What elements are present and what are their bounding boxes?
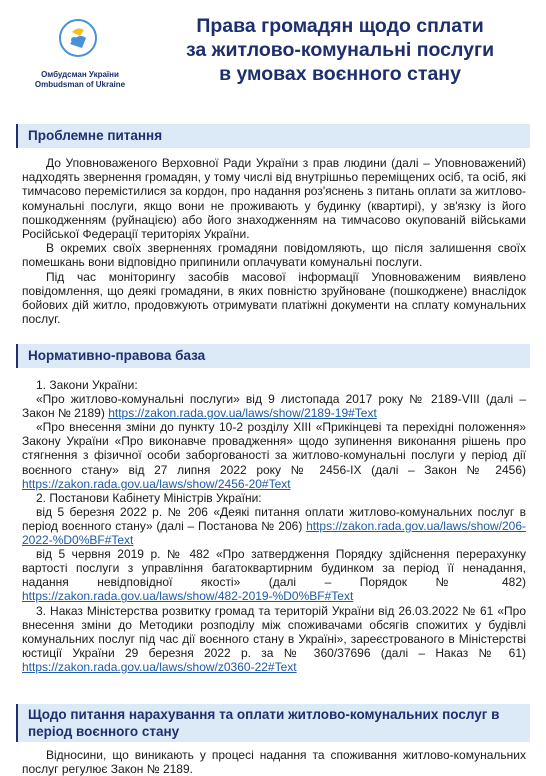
org-name-en: Ombudsman of Ukraine: [34, 80, 126, 89]
law-2456-text: «Про внесення зміни до пункту 10-2 розділу XIII «Прикінцеві та перехідні положення» Закону України «Про виконавче провадження» щодо зупинення виконання рішень про стягнення з фізичної особи заборгованості за житлово-комунальні послуги у період дії воєнного стану» від 27 липня 2022 року № 2456-IX (далі – Закон № 2456): [22, 420, 526, 477]
law-2456-link[interactable]: https://zakon.rada.gov.ua/laws/show/2456-20#Text: [22, 476, 291, 491]
resolution-482-link[interactable]: https://zakon.rada.gov.ua/laws/show/482-2019-%D0%BF#Text: [22, 589, 354, 604]
title-line-1: Права громадян щодо сплати: [196, 15, 484, 37]
order-61-link[interactable]: https://zakon.rada.gov.ua/laws/show/z0360-22#Text: [22, 659, 297, 674]
title-line-2: за житлово-комунальні послуги: [185, 39, 495, 61]
resolution-206-text: від 5 березня 2022 р. № 206 «Деякі питання оплати житлово-комунальних послуг в період воєнного стану» (далі – Постанова № 206): [22, 504, 526, 533]
law-2189-link[interactable]: https://zakon.rada.gov.ua/laws/show/2189-19#Text: [108, 406, 377, 421]
ombudsman-emblem-icon: [58, 18, 98, 58]
charges-paragraph-1: Відносини, що виникають у процесі надання та споживання житлово-комунальних послуг регулює Закон № 2189.: [22, 748, 526, 776]
order-61-text: 3. Наказ Міністерства розвитку громад та територій України від 26.03.2022 № 61 «Про внесення зміни до Методики розподілу між споживачами обсягів спожитих у будівлі комунальних послуг під час дії воєнного стану в Україні», зареєстрованого в Міністерстві юстиції України 29 березня 2022 р. за № 360/37696 (далі – Наказ № 61): [22, 603, 526, 660]
charges-text: [22, 748, 526, 776]
page-title: [150, 14, 530, 86]
law-2189-text: «Про житлово-комунальні послуги» від 9 листопада 2017 року № 2189-VIII (далі – Закон № 2189): [22, 392, 526, 421]
list-item-resolutions-title: 2. Постанови Кабінету Міністрів України:: [36, 490, 262, 505]
list-item-resolution-206: [22, 505, 526, 547]
page-header: [0, 0, 546, 108]
section-heading-charges: Щодо питання нарахування та оплати житлово-комунальних послуг в період воєнного стану: [16, 704, 530, 742]
list-item-law-2189: [22, 392, 526, 420]
list-item-order-61: [22, 604, 526, 674]
list-item-laws-title: 1. Закони України:: [36, 378, 138, 392]
problem-text: [22, 156, 526, 326]
section-heading-legal-base: Нормативно-правова база: [16, 344, 530, 368]
logo-text: [30, 70, 130, 90]
ombudsman-logo: [30, 10, 130, 106]
title-line-3: в умовах воєнного стану: [219, 63, 461, 85]
resolution-206-link[interactable]: https://zakon.rada.gov.ua/laws/show/206-2022-%D0%BF#Text: [22, 518, 526, 548]
problem-paragraph-2: В окремих своїх зверненнях громадяни повідомляють, що після залишення своїх помешкань вони відповідно припинили оплачувати комунальні послуги.: [22, 241, 526, 270]
list-item-law-2456: [22, 420, 526, 490]
resolution-482-text: від 5 червня 2019 р. № 482 «Про затвердження Порядку здійснення перерахунку вартості послуги з управління багатоквартирним будинком за період її ненадання, надання невідповідної якості» (далі – Порядок № 482): [22, 547, 526, 590]
org-name-ua: Омбудсман України: [41, 70, 119, 79]
section-heading-problem: Проблемне питання: [16, 124, 530, 148]
problem-paragraph-3: Під час моніторингу засобів масової інформації Уповноваженим виявлено повідомлення, що деякі громадяни, в яких повністю зруйноване (пошкоджене) внаслідок бойових дій житло, продовжують отримувати платіжні документи на сплату комунальних послуг.: [22, 269, 526, 327]
problem-paragraph-1: До Уповноваженого Верховної Ради України з прав людини (далі – Уповноважений) надходять звернення громадян, у тому числі від внутрішньо переміщених осіб, та осіб, які тимчасово перемістилися за кордон, про надання роз'яснень з питань оплати за житлово-комунальні послуги, якщо вони не проживають у будинку (квартирі), у зв'язку із його пошкодженням (руйнацією) або його знаходженням на тимчасово окупованій військами Російської Федерації територіях України.: [22, 156, 526, 242]
list-item-resolution-482: [22, 547, 526, 603]
legal-base-list: [22, 378, 526, 674]
